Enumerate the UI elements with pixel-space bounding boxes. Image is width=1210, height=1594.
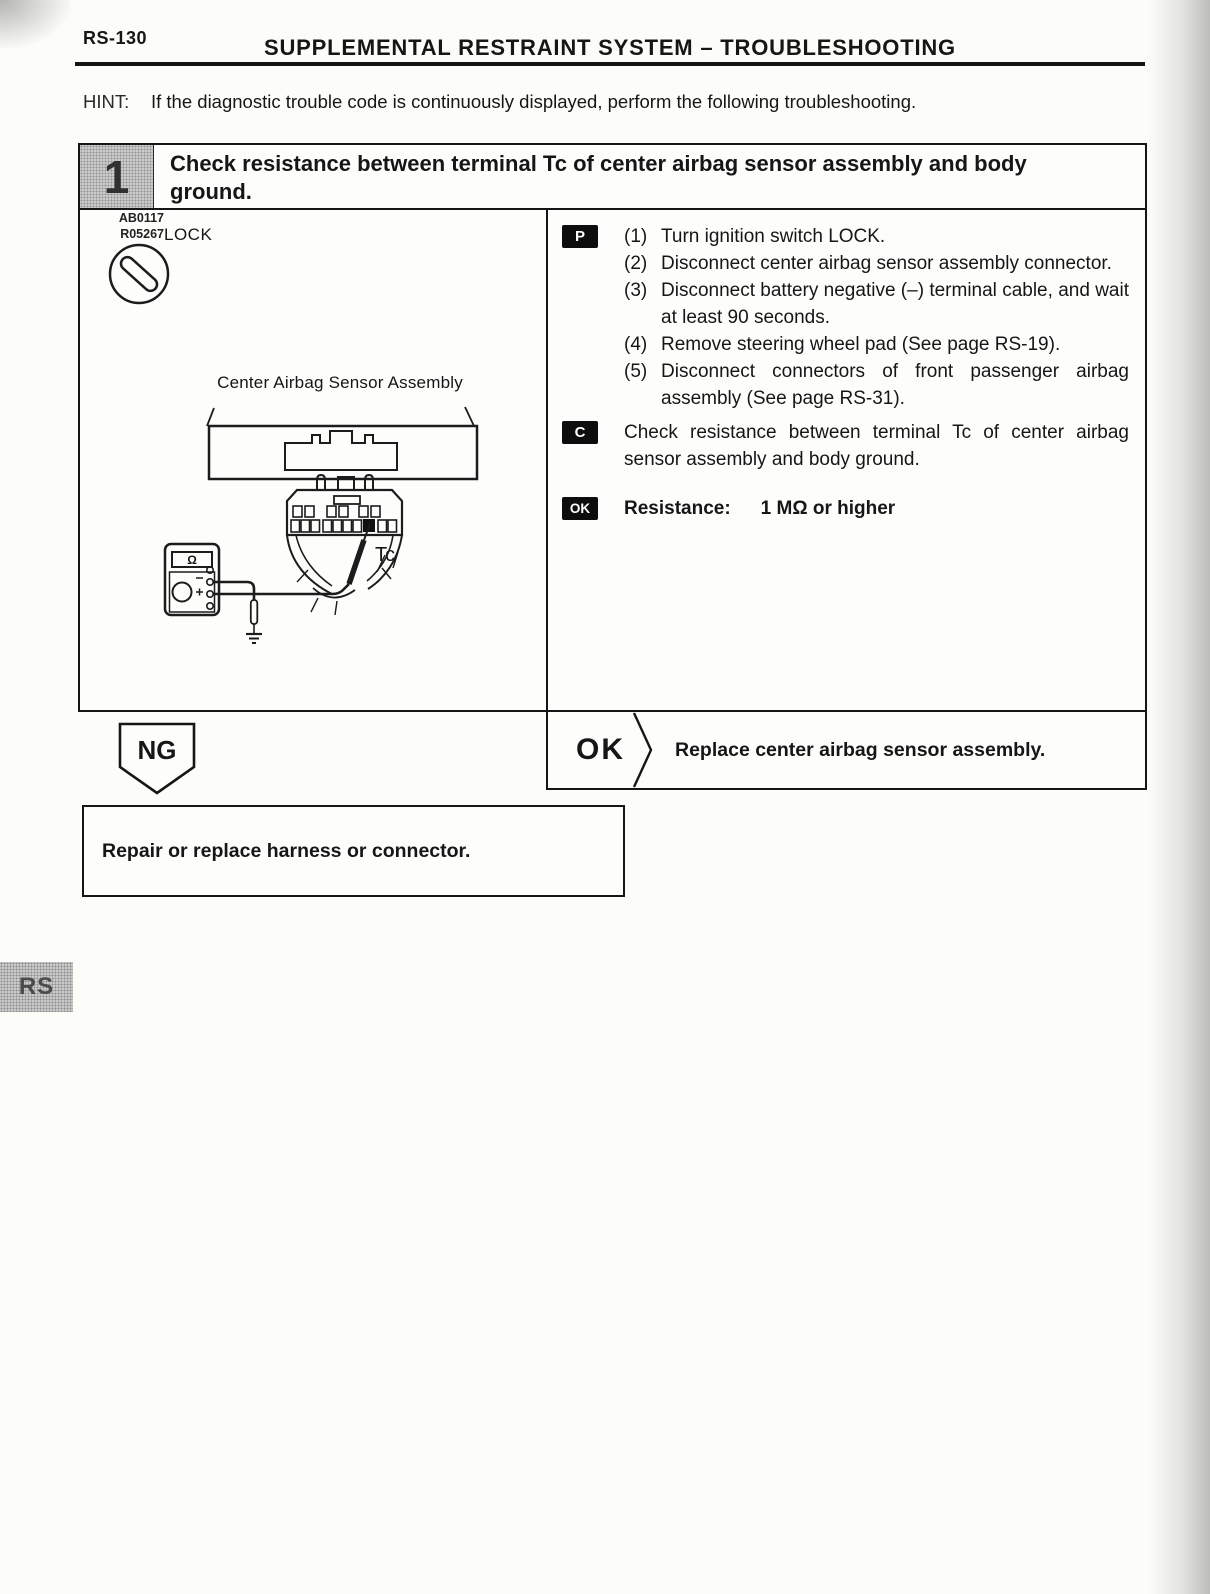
scan-edge-shadow	[1148, 0, 1210, 1594]
ok-result-row	[546, 710, 1147, 790]
header-rule	[75, 62, 1145, 66]
step-title-bar	[78, 143, 1147, 210]
ok-chevron-icon	[631, 712, 655, 788]
sensor-assembly-icon	[209, 426, 477, 479]
step-item-text: Turn ignition switch LOCK.	[661, 226, 886, 247]
ok-result-label: OK	[576, 733, 625, 766]
spec-value: 1 MΩ or higher	[760, 498, 896, 519]
procedure-panel	[546, 208, 1147, 712]
ok-result-text: Replace center airbag sensor assembly.	[675, 738, 1046, 761]
ground-icon	[246, 634, 262, 643]
test-leads	[213, 582, 349, 634]
ohm-symbol: Ω	[187, 553, 197, 567]
spec-section	[562, 495, 1129, 522]
hint-row	[83, 91, 1133, 113]
hint-label: HINT:	[83, 91, 130, 112]
assembly-label: Center Airbag Sensor Assembly	[217, 373, 463, 392]
step-item-number: (1)	[624, 226, 648, 247]
section-side-tab-label: RS	[18, 973, 55, 1000]
step-item-number: (5)	[624, 361, 648, 382]
ignition-lock-label: LOCK	[164, 225, 213, 244]
ng-result-text: Repair or replace harness or connector.	[102, 839, 471, 862]
step-item-text: Remove steering wheel pad (See page RS-19).	[661, 334, 1061, 355]
leader-lines	[207, 407, 474, 426]
harness-lines	[287, 535, 402, 615]
page-title: SUPPLEMENTAL RESTRAINT SYSTEM – TROUBLESHOOTING	[264, 35, 956, 60]
check-text: Check resistance between terminal Tc of center airbag sensor assembly and body ground.	[624, 422, 1129, 470]
check-section	[562, 419, 1129, 473]
step-item-number: (4)	[624, 334, 648, 355]
step-title: Check resistance between terminal Tc of center airbag sensor assembly and body ground.	[170, 151, 1027, 204]
list-item	[624, 250, 1129, 277]
step-item-number: (3)	[624, 280, 648, 301]
step-item-text: Disconnect connectors of front passenger airbag assembly (See page RS-31).	[661, 361, 1129, 409]
step-item-text: Disconnect center airbag sensor assembly connector.	[661, 253, 1112, 274]
prepare-badge: P	[562, 225, 598, 248]
connector-icon	[287, 475, 402, 535]
figure-code-line1: AB0117	[118, 211, 164, 225]
page-number: RS-130	[83, 28, 148, 48]
list-item	[624, 331, 1129, 358]
ng-arrow	[118, 722, 196, 796]
prepare-section	[562, 223, 1129, 412]
hint-text: If the diagnostic trouble code is continuously displayed, perform the following troubleshooting.	[151, 91, 917, 112]
figure-panel	[78, 208, 548, 712]
probe-icon	[349, 524, 370, 584]
figure-drawing	[80, 210, 545, 709]
spec-label: Resistance:	[624, 498, 731, 519]
list-item	[624, 223, 1129, 250]
check-badge: C	[562, 421, 598, 444]
spec-ok-badge: OK	[562, 497, 598, 520]
list-item	[624, 277, 1129, 331]
spec-line	[624, 495, 1129, 522]
step-number: 1	[103, 150, 130, 203]
scan-corner-smudge	[0, 0, 70, 48]
ng-label: NG	[137, 735, 177, 765]
terminal-tc-label: Tc	[375, 544, 395, 566]
step-number-cell	[80, 145, 154, 208]
section-side-tab	[0, 962, 73, 1012]
step-item-text: Disconnect battery negative (–) terminal cable, and wait at least 90 seconds.	[661, 280, 1129, 328]
figure-code-line2: R05267	[120, 227, 164, 241]
ng-result-box	[82, 805, 625, 897]
step-item-number: (2)	[624, 253, 648, 274]
ignition-lock-icon	[110, 245, 168, 303]
multimeter-icon	[165, 544, 219, 615]
prepare-steps	[624, 223, 1129, 412]
list-item	[624, 358, 1129, 412]
